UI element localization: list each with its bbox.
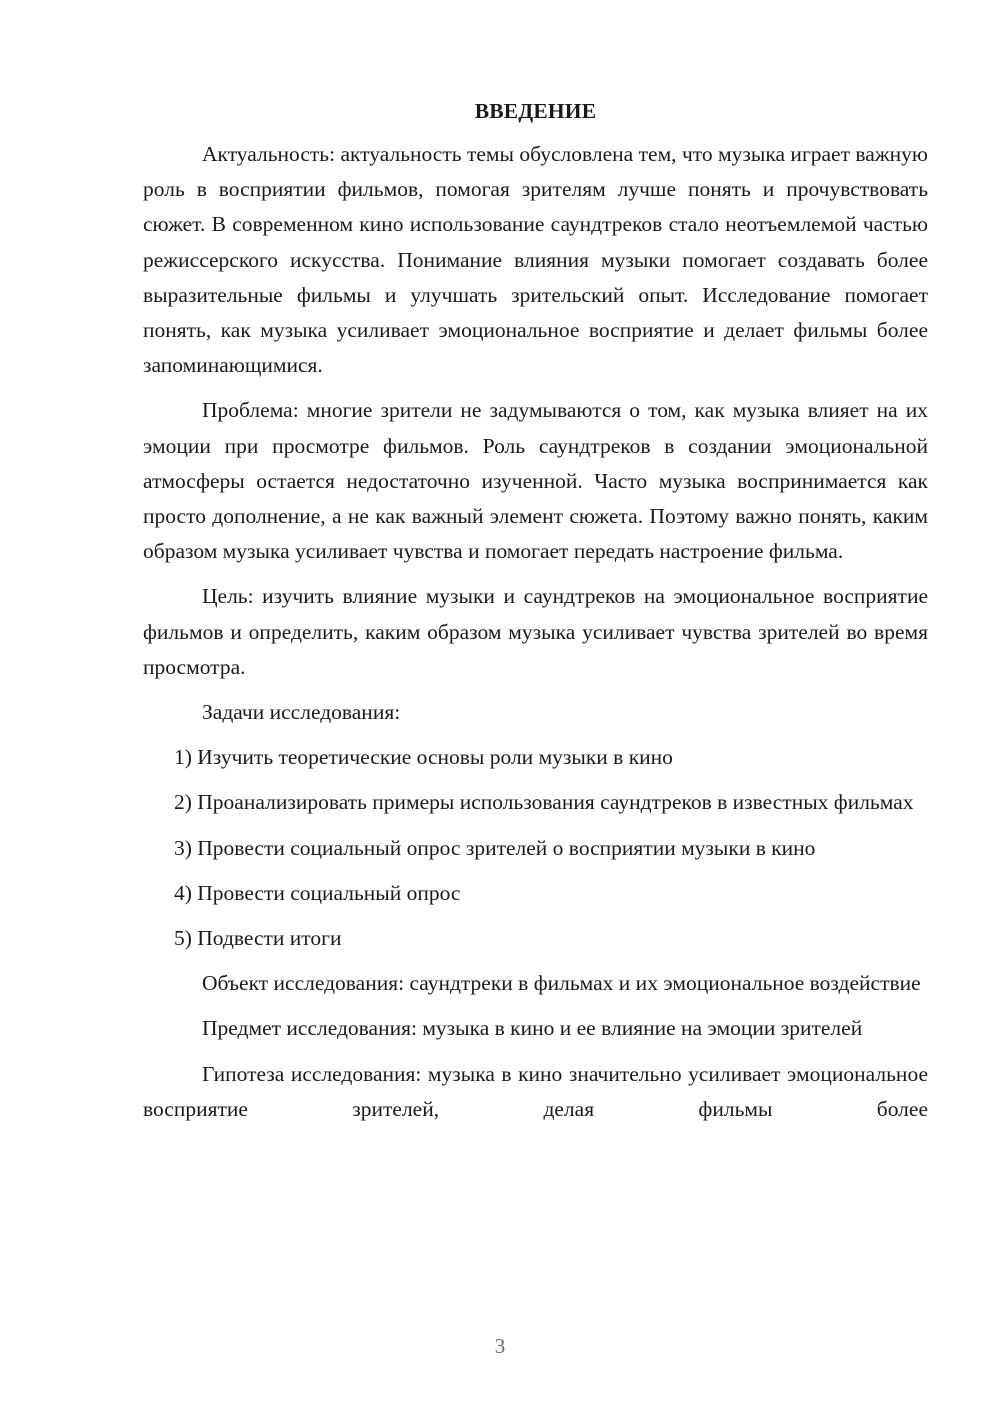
task-item-4: 4) Провести социальный опрос xyxy=(174,880,461,905)
paragraph-problem: Проблема: многие зрители не задумываются о том, как музыка влияет на их эмоции при просмотре фильмов. Роль саундтреков в создании эмоциональной атмосферы остается недостаточно изученной. Часто музыка воспринимается как просто дополнение, а не как важный элемент сюжета. Поэтому важно понять, каким образом музыка усиливает чувства и помогает передать настроение фильма. xyxy=(143,398,928,564)
page-number: 3 xyxy=(494,1334,506,1358)
paragraph-goal: Цель: изучить влияние музыки и саундтреков на эмоциональное восприятие фильмов и определить, каким образом музыка усиливает чувства зрителей во время просмотра. xyxy=(143,584,928,679)
task-item-2: 2) Проанализировать примеры использования саундтреков в известных фильмах xyxy=(174,790,914,815)
task-item-1: 1) Изучить теоретические основы роли музыки в кино xyxy=(174,745,673,770)
task-item-5: 5) Подвести итоги xyxy=(174,926,342,951)
paragraph-hypothesis: Гипотеза исследования: музыка в кино значительно усиливает эмоциональное восприятие зрителей, делая фильмы более xyxy=(143,1061,928,1121)
tasks-heading: Задачи исследования: xyxy=(202,700,401,725)
paragraph-subject: Предмет исследования: музыка в кино и ее влияние на эмоции зрителей xyxy=(202,1016,863,1041)
paragraph-object: Объект исследования: саундтреки в фильмах и их эмоциональное воздействие xyxy=(202,971,921,996)
section-heading: ВВЕДЕНИЕ xyxy=(474,99,597,123)
page-content xyxy=(143,96,928,1137)
paragraph-relevance: Актуальность: актуальность темы обусловлена тем, что музыка играет важную роль в восприятии фильмов, помогая зрителям лучше понять и прочувствовать сюжет. В современном кино использование саундтреков стало неотъемлемой частью режиссерского искусства. Понимание влияния музыки помогает создавать более выразительные фильмы и улучшать зрительский опыт. Исследование помогает понять, как музыка усиливает эмоциональное восприятие и делает фильмы более запоминающимися. xyxy=(143,142,928,378)
task-item-3: 3) Провести социальный опрос зрителей о восприятии музыки в кино xyxy=(174,835,816,860)
